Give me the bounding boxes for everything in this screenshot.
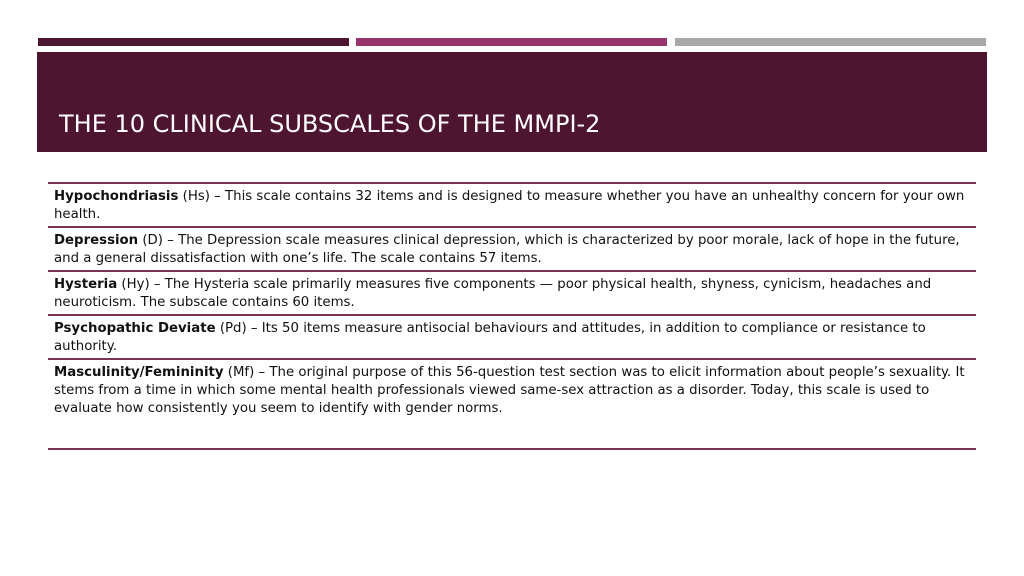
table-row [48,316,976,360]
slide-title: THE 10 CLINICAL SUBSCALES OF THE MMPI-2 [59,110,601,138]
row-description: (Mf) – The original purpose of this 56-question test section was to elicit information about people’s sexuality. It stems from a time in which some mental health professionals viewed same-sex attraction as a disorder. Today, this scale is used to evaluate how consistently you seem to identify with gender norms. [54,365,965,416]
accent-stripe-gray [675,38,986,46]
row-term: Masculinity/Femininity [54,365,224,380]
accent-stripe-dark [38,38,349,46]
subscales-table [48,182,976,450]
row-description: (Pd) – Its 50 items measure antisocial behaviours and attitudes, in addition to compliance or resistance to authority. [54,321,926,354]
row-term: Depression [54,233,139,248]
table-row [48,184,976,228]
row-term: Hypochondriasis [54,189,179,204]
title-bar [37,52,987,152]
row-term: Psychopathic Deviate [54,321,216,336]
accent-stripe-magenta [356,38,667,46]
table-row [48,228,976,272]
row-description: (Hy) – The Hysteria scale primarily measures five components — poor physical health, shyness, cynicism, headaches and neuroticism. The subscale contains 60 items. [54,277,932,310]
row-description: (D) – The Depression scale measures clinical depression, which is characterized by poor morale, lack of hope in the future, and a general dissatisfaction with one’s life. The scale contains 57 items. [54,233,960,266]
row-description: (Hs) – This scale contains 32 items and is designed to measure whether you have an unhealthy concern for your own health. [54,189,965,222]
row-term: Hysteria [54,277,118,292]
table-row [48,272,976,316]
table-row [48,360,976,420]
